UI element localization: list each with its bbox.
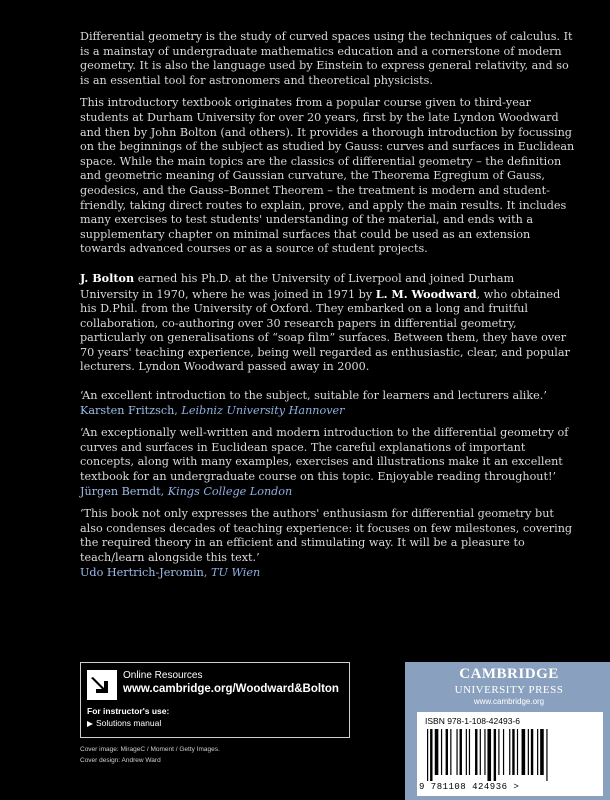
instructor-item-label: Solutions manual [96, 718, 162, 728]
review-text: ‘This book not only expresses the authors' enthusiasm for differential geometry but also condenses decades of teaching experience: it focuses on few milestones, covering the required theory in an efficient and stimulating way. It will be a pleasure to teach/learn alongside this text.’ [80, 507, 573, 564]
online-resources-box [80, 662, 350, 738]
arrow-icon [87, 670, 117, 700]
online-resources-text [123, 670, 339, 696]
instructor-resources [87, 705, 169, 729]
reviewer-affiliation: TU Wien [211, 565, 261, 579]
barcode-icon [425, 729, 595, 781]
author-name-woodward: L. M. Woodward [375, 286, 477, 301]
barcode-digits: 9 781108 424936 > [419, 782, 520, 792]
review-quote-1 [80, 389, 575, 418]
online-resources-header [81, 663, 349, 703]
review-text: ‘An exceptionally well-written and modern introduction to the differential geometry of curves and surfaces in Euclidean space. The careful explanations of important concepts, along with many examples, exercises and illustrations make it an excellent textbook for an undergraduate course on this topic. Enjoyable reading throughout!’ [80, 426, 569, 484]
publisher-website: www.cambridge.org [473, 697, 545, 706]
reviewer-name: Karsten Fritzsch [80, 403, 175, 417]
review-quote-2 [80, 426, 575, 499]
reviewer-name: Jürgen Berndt [80, 484, 161, 498]
instructor-heading: For instructor's use: [87, 706, 170, 716]
back-cover-blurb [80, 30, 575, 588]
description-paragraph-1: Differential geometry is the study of curved spaces using the techniques of calculus. It is a mainstay of undergraduate mathematics education and a cornerstone of modern geometry. It is also the language used by Einstein to express general relativity, and so is an essential tool for astronomers and theoretical physicists. [80, 30, 573, 87]
review-attribution: Udo Hertrich-Jeromin, TU Wien [80, 565, 261, 579]
author-bio [80, 271, 575, 375]
isbn-number: ISBN 978-1-108-42493-6 [425, 716, 520, 726]
reviewer-affiliation: Kings College London [167, 484, 293, 498]
reviewer-affiliation: Leibniz University Hannover [181, 403, 345, 417]
online-resources-title: Online Resources [123, 670, 203, 681]
cover-design-credit: Cover design: Andrew Ward [80, 757, 161, 764]
cover-image-credit: Cover image: MirageC / Moment / Getty Images. [80, 746, 220, 753]
isbn-barcode [417, 712, 603, 796]
review-attribution: Jürgen Berndt, Kings College London [80, 484, 293, 498]
review-quote-3 [80, 507, 575, 580]
publisher-panel [405, 662, 610, 800]
review-text: ‘An excellent introduction to the subject, suitable for learners and lecturers alike.’ [80, 389, 547, 403]
author-bio-text-1: earned his Ph.D. at the University of Liverpool and joined Durham University in 1970, where he was joined in 1971 by [80, 271, 515, 301]
author-bio-text-2: , who obtained his D.Phil. from the University of Oxford. They embarked on a long and fruitful collaboration, co-authoring over 30 research papers in differential geometry, particularly on generalisations of “soap film” surfaces. Between them, they have over 70 years' teaching experience, being well regarded as enthusiastic, clear, and popular lecturers. Lyndon Woodward passed away in 2000. [80, 287, 570, 374]
description-paragraph-2: This introductory textbook originates from a popular course given to third-year students at Durham University for over 20 years, first by the late Lyndon Woodward and then by John Bolton (and others). It provides a thorough introduction by focussing on the beginnings of the subject as studied by Gauss: curves and surfaces in Euclidean space. While the main topics are the classics of differential geometry – the definition and geometric meaning of Gaussian curvature, the Theorema Egregium of Gauss, geodesics, and the Gauss–Bonnet Theorem – the treatment is modern and student-friendly, taking direct routes to explain, prove, and apply the main results. It includes many exercises to test students' understanding of the material, and ends with a supplementary chapter on minimal surfaces that could be used as an extension towards advanced courses or as a source of student projects. [80, 96, 575, 256]
cover-credits [80, 744, 220, 766]
reviewer-name: Udo Hertrich-Jeromin [80, 565, 204, 579]
bullet-arrow-icon [87, 721, 93, 727]
review-attribution: Karsten Fritzsch, Leibniz University Hannover [80, 403, 345, 417]
online-resources-url[interactable]: www.cambridge.org/Woodward&Bolton [123, 683, 339, 695]
publisher-logo-name: CAMBRIDGE [459, 666, 559, 682]
author-name-bolton: J. Bolton [80, 270, 135, 285]
publisher-press: UNIVERSITY PRESS [454, 684, 564, 696]
instructor-item [87, 717, 169, 729]
